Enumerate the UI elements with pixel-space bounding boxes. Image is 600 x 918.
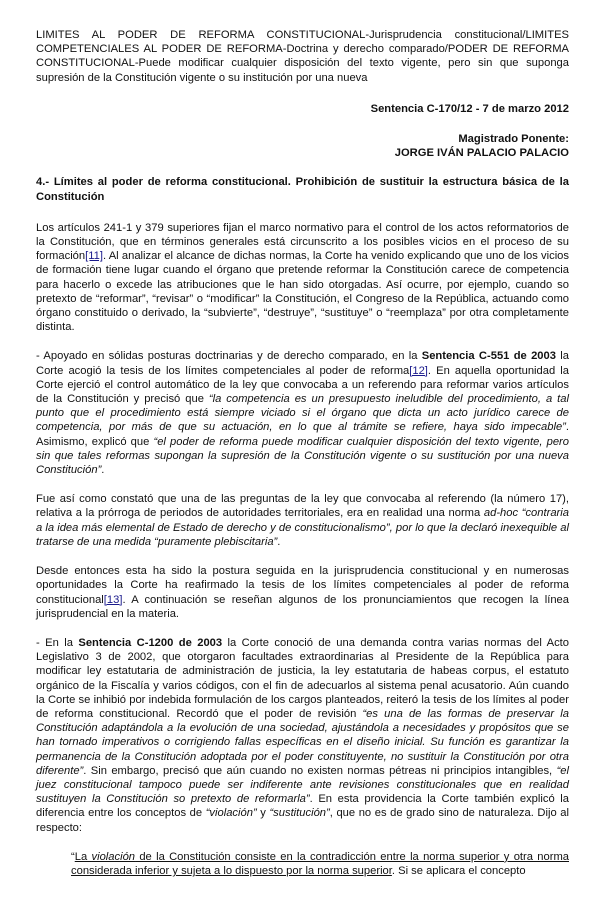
- header-descriptors: LIMITES AL PODER DE REFORMA CONSTITUCIONAL-Jurisprudencia constitucional/LIMITES COMPETENCIALES AL PODER DE REFORMA-Doctrina y derecho comparado/PODER DE REFORMA CONSTITUCIONAL-Puede modificar cualquier disposición del texto vigente, pero sin que suponga supresión de la Constitución vigente o su institución por una nueva: [36, 29, 569, 84]
- paragraph-5: [36, 636, 569, 835]
- p1-text-b: . Al analizar el alcance de dichas normas, la Corte ha venido explicando que uno de los vicios de formación tiene lugar cuando el órgano que pretende reformar la Constitución carece de competencia para hacerlo o excede las atribuciones que le han sido otorgadas. Así ocurre, por ejemplo, cuando so pretexto de “reformar”, “revisar” o “modificar” la Constitución, el Congreso de la República, actuando como órgano constituido o derivado, la “subvierte”, “destruye”, “sustituye” o “reemplaza” por otra completamente distinta.: [36, 250, 569, 334]
- paragraph-4: [36, 564, 569, 621]
- p3-quote: ad-hoc “contraria a la idea más elemental de Estado de derecho y de constitucionalismo”, por lo que la declaró inexequible al tratarse de una medida “puramente plebiscitaria”: [36, 507, 569, 548]
- paragraph-2: [36, 349, 569, 477]
- section-title: 4.- Límites al poder de reforma constitucional. Prohibición de sustituir la estructura básica de la Constitución: [36, 176, 569, 203]
- p5-text-f: , que no es de grado sino de naturaleza. Dijo al respecto:: [36, 807, 569, 834]
- p2-text-e: .: [101, 464, 105, 477]
- p2-quote-1: “la competencia es un presupuesto ineludible del procedimiento, a tal punto que el procedimiento está siempre viciado si el órgano que dicta un acto jurídico carece de competencia, por más de que su actuación, en lo que al trámite se refiere, haya sido impecable”: [36, 393, 569, 434]
- magistrado-block: [36, 132, 569, 160]
- paragraph-1: [36, 221, 569, 335]
- p5-text-b: la Corte conoció de una demanda contra varias normas del Acto Legislativo 3 de 2002, que otorgaron facultades extraordinarias al Presidente de la República para modificar ley estatutaria de administración de justicia, la ley estatutaria de habeas corpus, el estatuto orgánico de la Fiscalía y varios códigos, con el fin de adecuarlos al sistema penal acusatorio. Aún cuando la Corte se inhibió por indebida formulación de los cargos planteados, reiteró la tesis de los límites al poder de reforma constitucional. Recordó que el poder de revisión: [36, 636, 570, 720]
- p2-text-d: . Asimismo, explicó que: [36, 421, 569, 448]
- block-quote: [71, 850, 569, 878]
- footnote-12-link[interactable]: [12]: [409, 364, 428, 377]
- footnote-11-link[interactable]: [11]: [85, 250, 103, 263]
- p5-quote-2: “el juez constitucional tampoco puede ser indiferente ante revisiones constitucionales que en realidad sustituyen la Constitución so pretexto de reformarla”: [36, 764, 569, 806]
- quote-underlined-a: La: [74, 850, 92, 863]
- p2-quote-2: “el poder de reforma puede modificar cualquier disposición del texto vigente, pero sin que tales reformas supongan la supresión de la Constitución vigente o su sustitución por una nueva Constitución”: [36, 435, 569, 477]
- p4-text-a: Desde entonces esta ha sido la postura seguida en la jurisprudencia constitucional y en numerosas oportunidades la Corte ha reafirmado la tesis de los límites competenciales al poder de reforma constitucional: [36, 565, 569, 606]
- p5-text-d: . En esta providencia la Corte también explicó la diferencia entre los conceptos de: [36, 793, 569, 820]
- document-page: [36, 28, 569, 878]
- footnote-13-link[interactable]: [13]: [103, 593, 123, 606]
- p4-text-b: . A continuación se reseñan algunos de los pronunciamientos que recogen la línea jurisprudencial en la materia.: [36, 593, 569, 620]
- p5-quote-1: “es una de las formas de preservar la Constitución adaptándola a la evolución de una sociedad, ajustándola a necesidades y propósitos que se han tornado imperativos o corrigiendo fallas específicas en el diseño inicial. Su función es garantizar la permanencia de la Constitución adoptada por el poder constituyente, no sustituir la Constitución por otra diferente”: [36, 707, 570, 777]
- p3-text-a: Fue así como constató que una de las preguntas de la ley que convocaba al referendo (la número 17), relativa a la prórroga de periodos de autoridades territoriales, era en realidad una norma: [36, 493, 569, 520]
- paragraph-3: [36, 492, 569, 549]
- p5-term-violacion: “violación”: [205, 807, 257, 820]
- p2-text-a: - Apoyado en sólidas posturas doctrinarias y de derecho comparado, en la: [36, 350, 422, 363]
- p2-text-b: la Corte acogió la tesis de los límites competenciales al poder de reforma: [36, 350, 569, 377]
- p5-text-a: - En la: [36, 636, 79, 649]
- magistrado-name: JORGE IVÁN PALACIO PALACIO: [394, 147, 569, 160]
- sentencia-reference: Sentencia C-170/12 - 7 de marzo 2012: [370, 102, 569, 115]
- quote-term-violacion: violación: [91, 850, 136, 863]
- quote-open-mark: “: [71, 850, 75, 863]
- p5-text-e: y: [256, 807, 270, 820]
- p5-term-sustitucion: “sustitución”: [269, 807, 330, 820]
- p3-text-b: .: [277, 535, 281, 548]
- p1-text-a: Los artículos 241-1 y 379 superiores fijan el marco normativo para el control de los actos reformatorios de la Constitución, que en términos generales está circunscrito a los posibles vicios en el proceso de su formación: [36, 221, 569, 263]
- magistrado-label: Magistrado Ponente:: [458, 133, 569, 146]
- quote-rest: . Si se aplicara el concepto: [391, 864, 526, 877]
- p5-sentencia-c1200: Sentencia C-1200 de 2003: [78, 636, 223, 649]
- p2-text-c: . En aquella oportunidad la Corte ejerció el control automático de la ley que convocaba a un referendo para reformar varios artículos de la Constitución y precisó que: [36, 364, 569, 406]
- p5-text-c: . Sin embargo, precisó que aún cuando no existen normas pétreas ni principios intangibles,: [83, 764, 557, 777]
- p2-sentencia-c551: Sentencia C-551 de 2003: [421, 350, 556, 363]
- quote-underlined-b: de la Constitución consiste en la contradicción entre la norma superior y otra norma considerada inferior y sujeta a lo dispuesto por la norma superior: [71, 850, 569, 877]
